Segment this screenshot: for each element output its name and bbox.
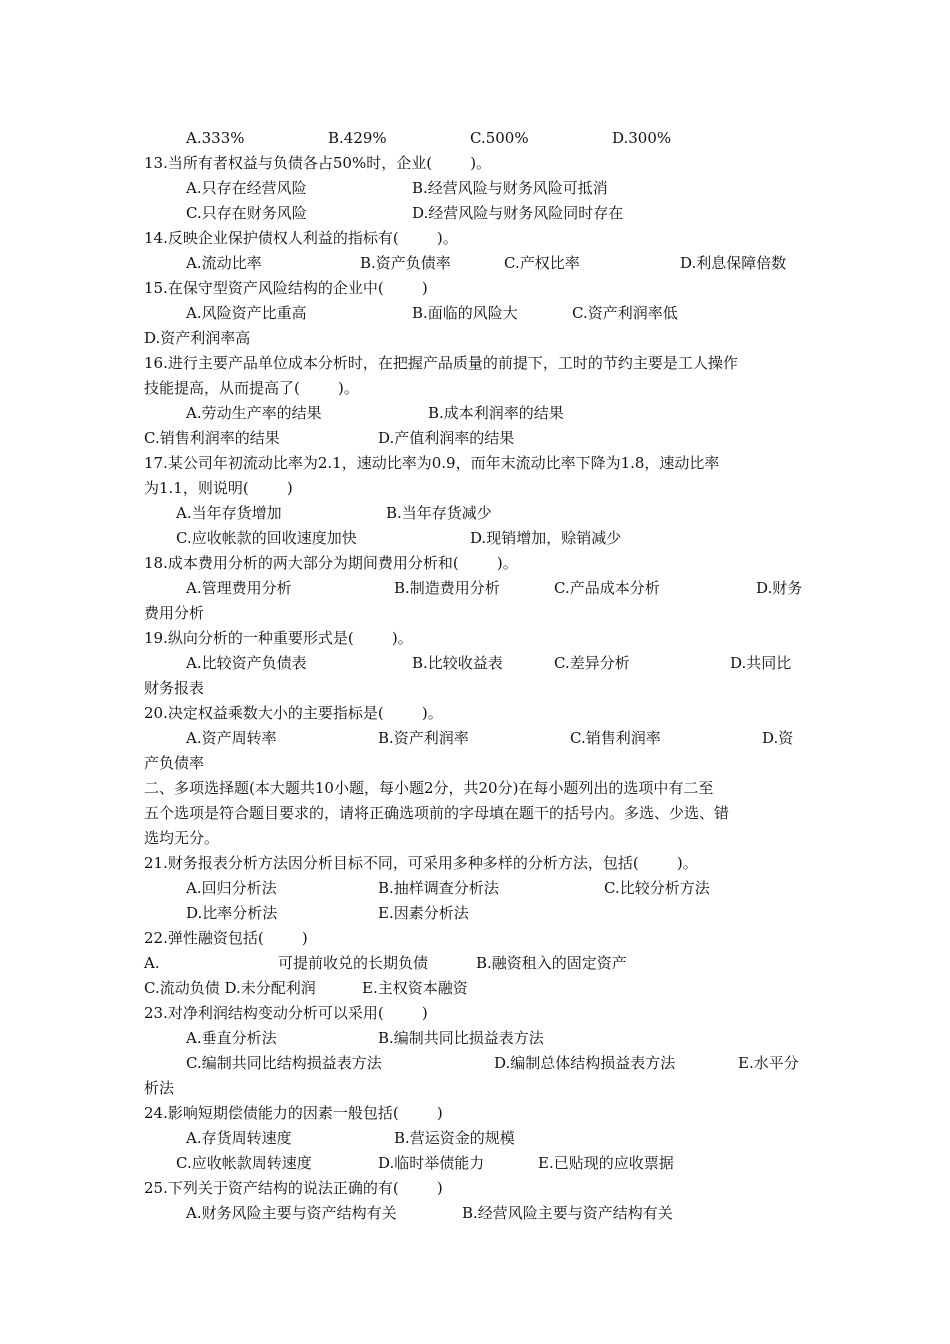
text-line	[0, 251, 950, 276]
line-text: 费用分析	[144, 604, 205, 622]
text-line	[0, 726, 950, 751]
option-text: A.风险资产比重高	[186, 304, 307, 322]
line-text: 24.影响短期偿债能力的因素一般包括( )	[144, 1104, 443, 1122]
text-line	[0, 751, 950, 776]
text-line	[0, 1201, 950, 1226]
option-text: D.现销增加，赊销减少	[470, 529, 622, 547]
line-text: 23.对净利润结构变动分析可以采用( )	[144, 1004, 428, 1022]
text-line	[0, 826, 950, 851]
option-text: D.产值利润率的结果	[378, 429, 515, 447]
option-text: C.资产利润率低	[572, 304, 678, 322]
option-text: D.资	[762, 729, 794, 747]
line-text: 13.当所有者权益与负债各占50%时，企业( )。	[144, 154, 492, 172]
option-text: A.管理费用分析	[186, 579, 292, 597]
text-line	[0, 301, 950, 326]
line-text: 25.下列关于资产结构的说法正确的有( )	[144, 1179, 443, 1197]
text-line	[0, 401, 950, 426]
option-text: A.回归分析法	[186, 879, 277, 897]
option-text: A.资产周转率	[186, 729, 277, 747]
text-line	[0, 426, 950, 451]
option-text: B.营运资金的规模	[394, 1129, 515, 1147]
option-text: A.流动比率	[186, 254, 262, 272]
line-text: 技能提高，从而提高了( )。	[144, 379, 359, 397]
option-text: B.资产利润率	[378, 729, 469, 747]
line-text: 15.在保守型资产风险结构的企业中( )	[144, 279, 428, 297]
text-line	[0, 601, 950, 626]
option-text: B.资产负债率	[360, 254, 451, 272]
option-text: E.水平分	[738, 1054, 799, 1072]
text-line	[0, 551, 950, 576]
text-line	[0, 351, 950, 376]
option-text: B.经营风险与财务风险可抵消	[412, 179, 608, 197]
text-line	[0, 476, 950, 501]
option-text: C.只存在财务风险	[186, 204, 307, 222]
text-line	[0, 926, 950, 951]
option-text: B.面临的风险大	[412, 304, 518, 322]
option-text: B.429%	[328, 129, 387, 147]
text-line	[0, 1101, 950, 1126]
option-text: B.经营风险主要与资产结构有关	[462, 1204, 673, 1222]
text-line	[0, 651, 950, 676]
option-text: B.编制共同比损益表方法	[378, 1029, 544, 1047]
line-text: 21.财务报表分析方法因分析目标不同，可采用多种多样的分析方法，包括( )。	[144, 854, 698, 872]
text-line	[0, 151, 950, 176]
option-text: D.比率分析法	[186, 904, 278, 922]
line-text: 16.进行主要产品单位成本分析时，在把握产品质量的前提下，工时的节约主要是工人操作	[144, 354, 738, 372]
line-text: 22.弹性融资包括( )	[144, 929, 308, 947]
text-line	[0, 451, 950, 476]
option-text: A.存货周转速度	[186, 1129, 292, 1147]
option-text: A.只存在经营风险	[186, 179, 307, 197]
text-line	[0, 1151, 950, 1176]
option-text: E.主权资本融资	[362, 979, 468, 997]
line-text: 为1.1，则说明( )	[144, 479, 293, 497]
text-line	[0, 876, 950, 901]
option-text: B.融资租入的固定资产	[476, 954, 627, 972]
option-text: E.已贴现的应收票据	[538, 1154, 674, 1172]
option-text: D.共同比	[730, 654, 792, 672]
option-text: D.经营风险与财务风险同时存在	[412, 204, 624, 222]
option-text: D.临时举债能力	[378, 1154, 485, 1172]
text-line	[0, 226, 950, 251]
option-text: C.编制共同比结构损益表方法	[186, 1054, 382, 1072]
option-text: A.333%	[186, 129, 245, 147]
line-text: 17.某公司年初流动比率为2.1，速动比率为0.9，而年末流动比率下降为1.8，速动比率	[144, 454, 720, 472]
text-line	[0, 1051, 950, 1076]
text-line	[0, 376, 950, 401]
line-text: 产负债率	[144, 754, 205, 772]
text-line	[0, 501, 950, 526]
text-line	[0, 626, 950, 651]
text-line	[0, 1001, 950, 1026]
option-text: B.成本利润率的结果	[428, 404, 564, 422]
option-text: C.销售利润率	[570, 729, 661, 747]
text-line	[0, 851, 950, 876]
text-line	[0, 576, 950, 601]
line-text: D.资产利润率高	[144, 329, 251, 347]
text-line	[0, 1076, 950, 1101]
option-text: D.财务	[756, 579, 803, 597]
option-text: C.流动负债 D.未分配利润	[144, 979, 316, 997]
line-text: 析法	[144, 1079, 175, 1097]
option-text: C.500%	[470, 129, 529, 147]
text-line	[0, 901, 950, 926]
option-text: C.应收帐款周转速度	[176, 1154, 312, 1172]
text-line	[0, 801, 950, 826]
option-text: B.制造费用分析	[394, 579, 500, 597]
option-text: C.应收帐款的回收速度加快	[176, 529, 357, 547]
line-text: 18.成本费用分析的两大部分为期间费用分析和( )。	[144, 554, 518, 572]
option-text: D.300%	[612, 129, 672, 147]
line-text: 14.反映企业保护债权人利益的指标有( )。	[144, 229, 458, 247]
line-text: 五个选项是符合题目要求的，请将正确选项前的字母填在题干的括号内。多选、少选、错	[144, 804, 730, 822]
option-text: A.	[144, 954, 160, 972]
text-line	[0, 201, 950, 226]
text-line	[0, 676, 950, 701]
line-text: 二、多项选择题(本大题共10小题，每小题2分，共20分)在每小题列出的选项中有二至	[144, 779, 714, 797]
option-text: A.当年存货增加	[176, 504, 282, 522]
option-text: D.利息保障倍数	[680, 254, 787, 272]
option-text: C.产品成本分析	[554, 579, 660, 597]
line-text: 20.决定权益乘数大小的主要指标是( )。	[144, 704, 443, 722]
option-text: C.产权比率	[504, 254, 580, 272]
text-line	[0, 1126, 950, 1151]
line-text: 财务报表	[144, 679, 205, 697]
text-line	[0, 176, 950, 201]
option-text: A.比较资产负债表	[186, 654, 307, 672]
option-text: C.比较分析方法	[604, 879, 710, 897]
text-line	[0, 1176, 950, 1201]
line-text: 19.纵向分析的一种重要形式是( )。	[144, 629, 413, 647]
option-text: B.抽样调查分析法	[378, 879, 499, 897]
text-line	[0, 776, 950, 801]
line-text: 选均无分。	[144, 829, 220, 847]
text-line	[0, 701, 950, 726]
option-text: B.比较收益表	[412, 654, 503, 672]
option-text: B.当年存货减少	[386, 504, 492, 522]
option-text: D.编制总体结构损益表方法	[494, 1054, 676, 1072]
text-line	[0, 126, 950, 151]
text-line	[0, 526, 950, 551]
option-text: C.差异分析	[554, 654, 630, 672]
text-line	[0, 976, 950, 1001]
option-text: 可提前收兑的长期负债	[278, 954, 429, 972]
text-line	[0, 326, 950, 351]
text-line	[0, 1026, 950, 1051]
option-text: A.财务风险主要与资产结构有关	[186, 1204, 397, 1222]
option-text: E.因素分析法	[378, 904, 469, 922]
option-text: A.垂直分析法	[186, 1029, 277, 1047]
option-text: A.劳动生产率的结果	[186, 404, 322, 422]
text-line	[0, 276, 950, 301]
option-text: C.销售利润率的结果	[144, 429, 280, 447]
text-line	[0, 951, 950, 976]
